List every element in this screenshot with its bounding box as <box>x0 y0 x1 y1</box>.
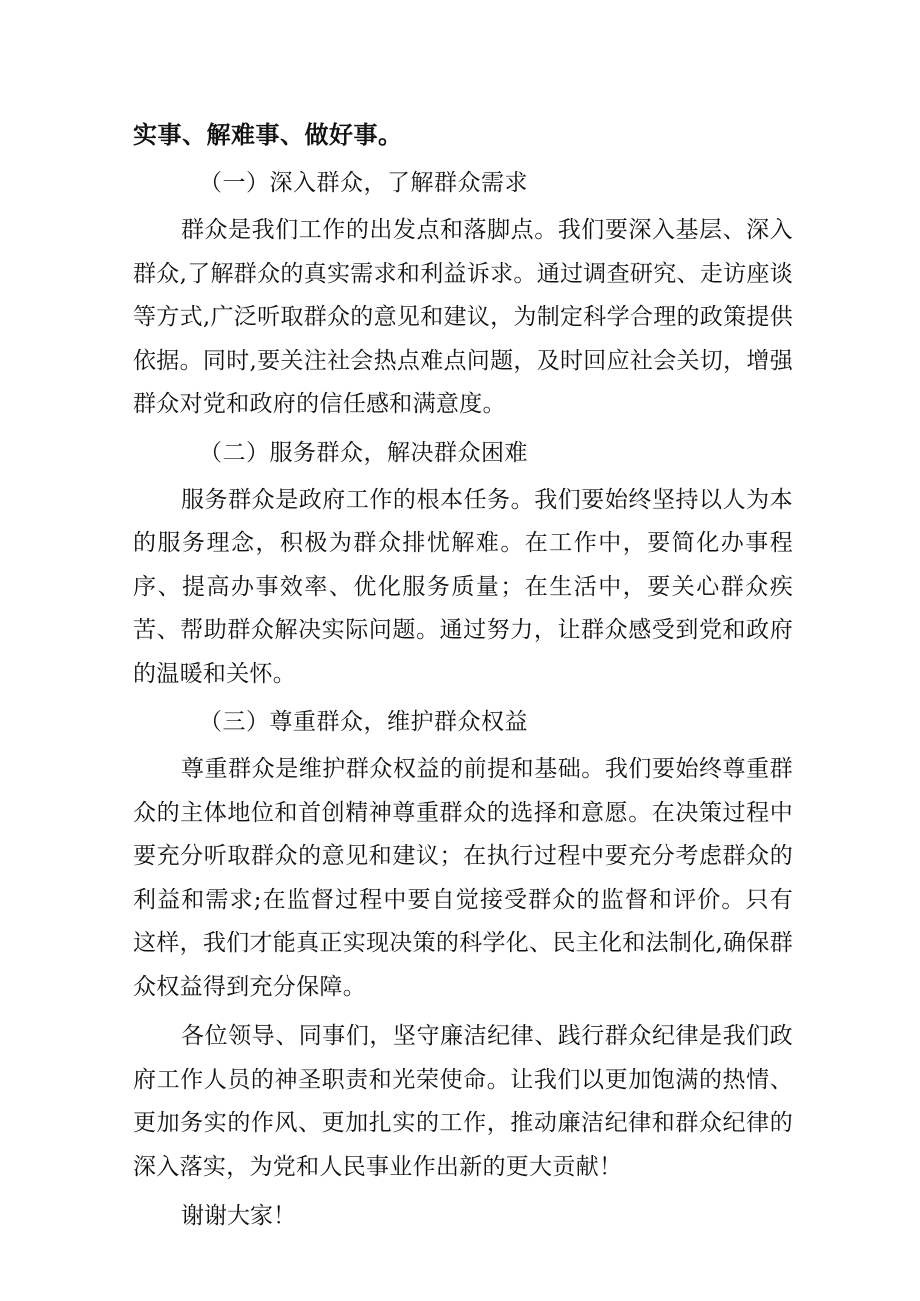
conclusion-paragraph: 各位领导、同事们，坚守廉洁纪律、践行群众纪律是我们政府工作人员的神圣职责和光荣使命。让我们以更加饱满的热情、更加务实的作风、更加扎实的工作，推动廉洁纪律和群众纪律的深入落实，为党和人民事业作出新的更大贡献！ <box>133 1023 793 1180</box>
section-heading-1: （一）深入群众，了解群众需求 <box>199 170 528 196</box>
section-heading-2: （二）服务群众，解决群众困难 <box>199 439 528 466</box>
section-body-3: 尊重群众是维护群众权益的前提和基础。我们要始终尊重群众的主体地位和首创精神尊重群众的选择和意愿。在决策过程中要充分听取群众的意见和建议；在执行过程中要充分考虑群众的利益和需求;在监督过程中要自觉接受群众的监督和评价。只有这样，我们才能真正实现决策的科学化、民主化和法制化,确保群众权益得到充分保障。 <box>133 756 794 1000</box>
section-body-2: 服务群众是政府工作的根本任务。我们要始终坚持以人为本的服务理念，积极为群众排忧解难。在工作中，要简化办事程序、提高办事效率、优化服务质量；在生活中，要关心群众疾苦、帮助群众解决实际问题。通过努力，让群众感受到党和政府的温暖和关怀。 <box>133 486 793 687</box>
section-body-1: 群众是我们工作的出发点和落脚点。我们要深入基层、深入群众,了解群众的真实需求和利益诉求。通过调查研究、走访座谈等方式,广泛听取群众的意见和建议，为制定科学合理的政策提供依据。同时,要关注社会热点难点问题，及时回应社会关切，增强群众对党和政府的信任感和满意度。 <box>133 217 794 417</box>
document-body <box>133 115 793 1239</box>
lead-line: 实事、解难事、做好事。 <box>133 120 403 149</box>
section-heading-3: （三）尊重群众，维护群众权益 <box>199 709 528 735</box>
thanks-line: 谢谢大家！ <box>181 1203 296 1229</box>
